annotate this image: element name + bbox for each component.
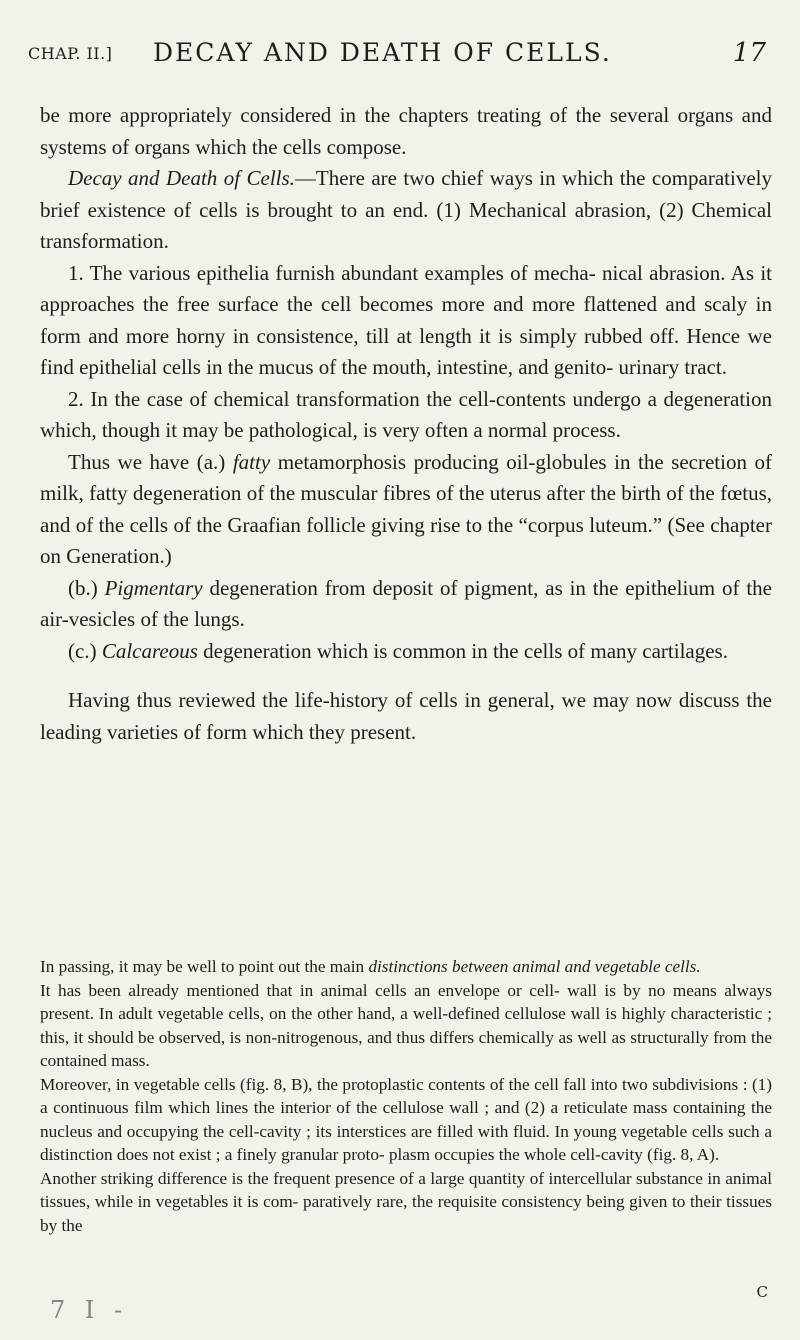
page-title: DECAY AND DEATH OF CELLS. bbox=[153, 38, 612, 67]
paragraph: Decay and Death of Cells.—There are two chief ways in which the comparatively brief existence of cells is brought to an end. (1) Mechanical abrasion, (2) Chemical transformation. bbox=[40, 166, 772, 253]
note-paragraph: In passing, it may be well to point out the main distinctions between animal and vegetable cells. bbox=[40, 957, 701, 976]
paragraph: (b.) Pigmentary degeneration from deposit of pigment, as in the epithelium of the air-vesicles of the lungs. bbox=[40, 575, 772, 631]
chapter-label: CHAP. II.] bbox=[28, 44, 113, 63]
note-paragraph: Another striking difference is the frequent presence of a large quantity of intercellular substance in animal tissues, while in vegetables it is com- paratively rare, the requisite consistency being given to their tissues by the bbox=[40, 1168, 772, 1235]
signature-mark: C bbox=[756, 1283, 768, 1301]
note-paragraph: Moreover, in vegetable cells (fig. 8, B), the protoplastic contents of the cell fall into two subdivisions : (1) a continuous film which lines the interior of the cellulose wall ; and (2) a reticulate mass containing the nucleus and occupying the cell-cavity ; its interstices are filled with fluid. In young vegetable cells such a distinction does not exist ; a finely granular proto- plasm occupies the whole cell-cavity (fig. 8, A). bbox=[40, 1074, 772, 1164]
small-print-note bbox=[40, 955, 772, 1237]
paragraph: (c.) Calcareous degeneration which is common in the cells of many cartilages. bbox=[68, 638, 728, 663]
main-text bbox=[40, 100, 772, 748]
running-header bbox=[28, 34, 766, 78]
page-number: 17 bbox=[732, 38, 766, 68]
note-paragraph: It has been already mentioned that in animal cells an envelope or cell- wall is by no means always present. In adult vegetable cells, on the other hand, a well-defined cellulose wall is highly characteristic ; this, it should be observed, is non-nitrogenous, and thus differs chemically as well as structurally from the contained mass. bbox=[40, 980, 772, 1070]
paragraph: 1. The various epithelia furnish abundant examples of mecha- nical abrasion. As it approaches the free surface the cell becomes more and more flattened and scaly in form and more horny in consistence, till at length it is simply rubbed off. Hence we find epithelial cells in the mucus of the mouth, intestine, and genito- urinary tract. bbox=[40, 260, 772, 379]
paragraph: Thus we have (a.) fatty metamorphosis producing oil-globules in the secretion of milk, fatty degeneration of the muscular fibres of the uterus after the birth of the fœtus, and of the cells of the Graafian follicle giving rise to the “corpus luteum.” (See chapter on Generation.) bbox=[40, 449, 773, 568]
paragraph: Having thus reviewed the life-history of cells in general, we may now discuss the leading varieties of form which they present. bbox=[40, 688, 772, 744]
paragraph: be more appropriately considered in the chapters treating of the several organs and systems of organs which the cells compose. bbox=[40, 103, 772, 159]
handwritten-mark: 7 I - bbox=[50, 1296, 129, 1324]
section-heading: Decay and Death of Cells. bbox=[68, 166, 295, 190]
paragraph: 2. In the case of chemical transformation the cell-contents undergo a degeneration which, though it may be pathological, is very often a normal process. bbox=[40, 386, 772, 442]
